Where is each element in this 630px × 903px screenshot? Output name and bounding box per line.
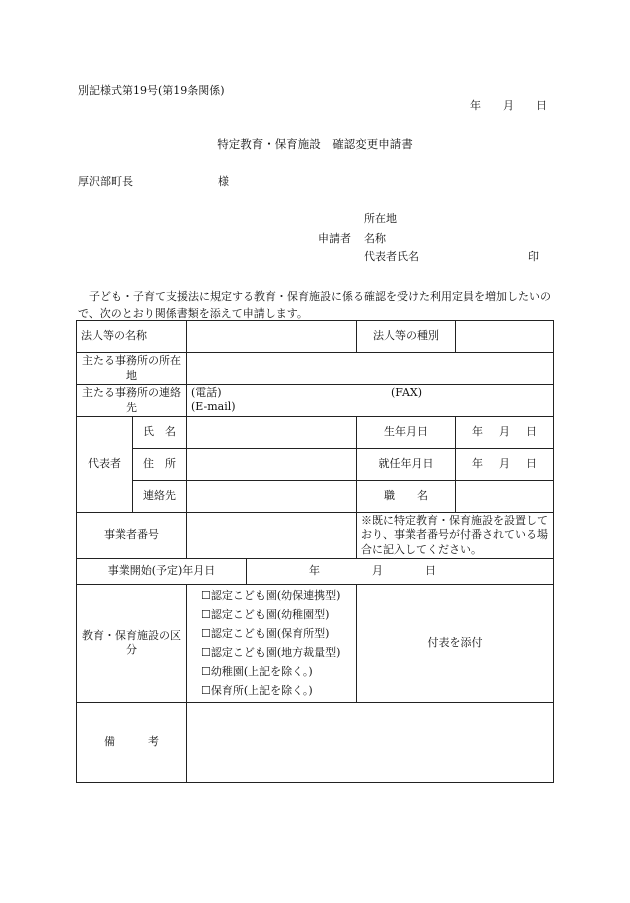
start-date-field[interactable] (247, 558, 554, 584)
start-month-label: 月 (372, 564, 383, 578)
date-year-label: 年 (470, 99, 481, 112)
facility-option-youchien-gata[interactable]: ☐認定こども園(幼稚園型) (201, 608, 330, 622)
birth-date-label: 生年月日 (357, 417, 456, 449)
facility-category-label: 教育・保育施設の区分 (77, 584, 187, 702)
remarks-field[interactable] (187, 702, 554, 782)
main-office-address-field[interactable] (187, 353, 554, 385)
corp-type-field[interactable] (456, 321, 554, 353)
rep-contact-label: 連絡先 (133, 481, 187, 513)
business-number-label: 事業者番号 (77, 513, 187, 559)
submission-date (470, 99, 547, 114)
remarks-label: 備 考 (77, 702, 187, 782)
intro-text: 子ども・子育て支援法に規定する教育・保育施設に係る確認を受けた利用定員を増加したいので、次のとおり関係書類を添えて申請します。 (78, 290, 551, 320)
date-day-label: 日 (536, 99, 547, 112)
applicant-address-label: 所在地 (364, 212, 397, 225)
date-month-label: 月 (503, 99, 514, 112)
inauguration-year-label: 年 (472, 457, 483, 471)
main-office-contact-label: 主たる事務所の連絡先 (77, 385, 187, 417)
rep-address-field[interactable] (187, 449, 357, 481)
application-form-table (76, 320, 554, 783)
birth-date-field[interactable] (456, 417, 554, 449)
facility-option-youchien[interactable]: ☐幼稚園(上記を除く。) (201, 665, 313, 679)
applicant-name-label: 名称 (364, 232, 386, 245)
inauguration-month-label: 月 (499, 457, 510, 471)
main-office-address-label: 主たる事務所の所在地 (77, 353, 187, 385)
facility-option-chihou-sairyou[interactable]: ☐認定こども園(地方裁量型) (201, 646, 341, 660)
rep-contact-field[interactable] (187, 481, 357, 513)
inauguration-date-field[interactable] (456, 449, 554, 481)
page-title: 特定教育・保育施設 確認変更申請書 (217, 137, 413, 151)
position-field[interactable] (456, 481, 554, 513)
fax-label: (FAX) (391, 386, 423, 399)
start-day-label: 日 (425, 564, 436, 578)
phone-label: (電話) (191, 386, 222, 399)
form-number: 別記様式第19号(第19条関係) (78, 84, 225, 97)
inauguration-day-label: 日 (526, 457, 537, 471)
business-number-note: ※既に特定教育・保育施設を設置しており、事業者番号が付番されている場合に記入してください。 (357, 513, 554, 559)
rep-name-label: 氏 名 (133, 417, 187, 449)
applicant-representative-label: 代表者氏名 (364, 250, 419, 263)
addressee-honorific: 様 (218, 175, 229, 188)
facility-option-renkei[interactable]: ☐認定こども園(幼保連携型) (201, 589, 341, 603)
birth-day-label: 日 (526, 425, 537, 439)
inauguration-date-label: 就任年月日 (357, 449, 456, 481)
applicant-label: 申請者 (318, 232, 351, 245)
representative-label: 代表者 (77, 417, 133, 513)
rep-name-field[interactable] (187, 417, 357, 449)
corp-type-label: 法人等の種別 (357, 321, 456, 353)
start-year-label: 年 (309, 564, 320, 578)
addressee: 厚沢部町長 (78, 175, 133, 188)
birth-month-label: 月 (499, 425, 510, 439)
corp-name-label: 法人等の名称 (77, 321, 187, 353)
start-date-label: 事業開始(予定)年月日 (77, 558, 247, 584)
rep-address-label: 住 所 (133, 449, 187, 481)
facility-option-hoikusho[interactable]: ☐保育所(上記を除く。) (201, 684, 313, 698)
facility-option-hoikusho-gata[interactable]: ☐認定こども園(保育所型) (201, 627, 330, 641)
birth-year-label: 年 (472, 425, 483, 439)
main-office-contact-field[interactable] (187, 385, 554, 417)
position-label: 職 名 (357, 481, 456, 513)
email-label: (E-mail) (191, 400, 236, 413)
seal-mark: 印 (528, 250, 539, 263)
business-number-field[interactable] (187, 513, 357, 559)
corp-name-field[interactable] (187, 321, 357, 353)
attachment-note: 付表を添付 (357, 584, 554, 702)
facility-category-options (187, 584, 357, 702)
